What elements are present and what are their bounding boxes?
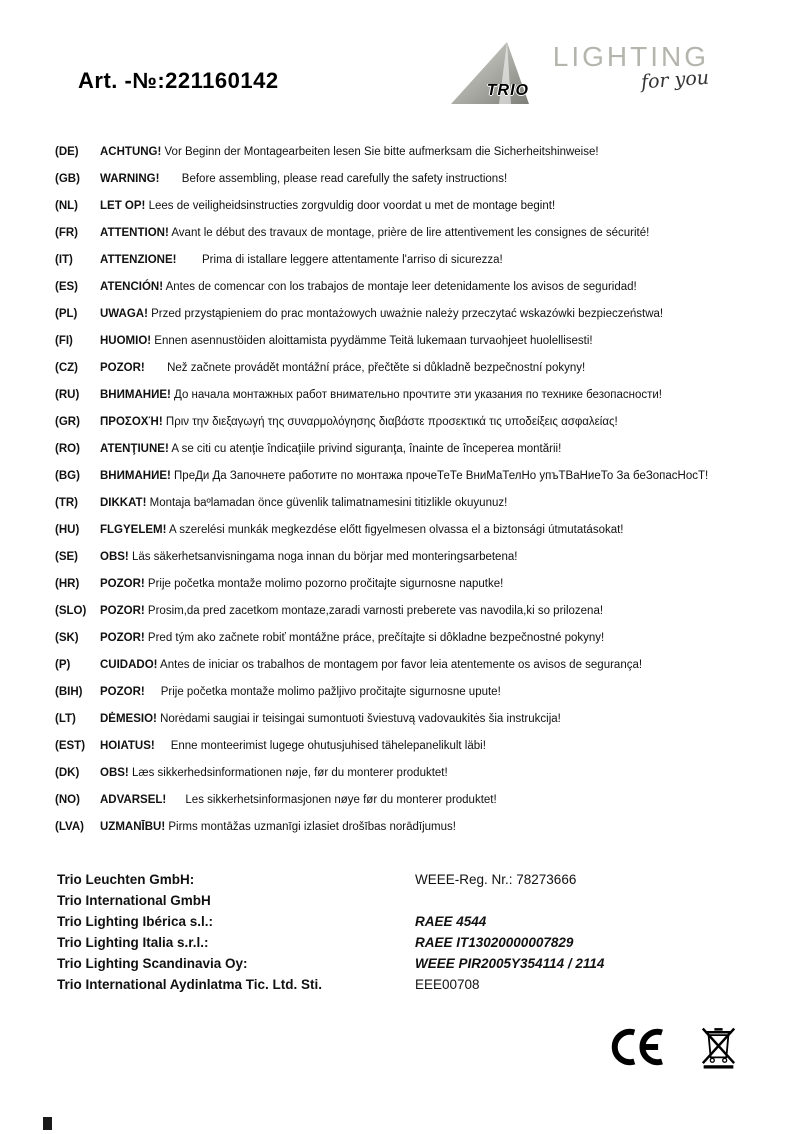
warning-keyword: HUOMIO! [100,335,152,347]
warning-row [55,281,747,294]
warning-keyword: LET OP! [100,200,146,212]
warning-keyword: CUIDADO! [100,659,158,671]
warning-row [55,335,747,348]
language-code: (NL) [55,200,78,212]
warning-row [55,389,747,402]
language-code: (PL) [55,308,78,320]
warning-row [55,605,747,618]
warning-row [55,173,747,186]
warning-row [55,254,747,267]
warning-row [55,200,747,213]
warning-keyword: HOIATUS! [100,740,155,752]
company-row [57,932,747,953]
warning-row [55,794,747,807]
company-registration: WEEE-Reg. Nr.: 78273666 [415,872,577,887]
warning-text-line [100,605,747,618]
warning-row [55,713,747,726]
warning-keyword: ΠΡΟΣΟΧΉ! [100,416,163,428]
warning-keyword: OBS! [100,551,129,563]
language-code: (FI) [55,335,73,347]
company-name: Trio International Aydinlatma Tic. Ltd. Sti. [57,977,323,992]
warning-row [55,578,747,591]
warning-text-line [100,362,747,375]
warning-keyword: ATENCIÓN! [100,281,164,293]
warning-text-line [100,227,747,240]
warning-text: Pred tým ako začnete robiť montážne práce, prečítajte si dôkladne bezpečnostné pokyny! [144,632,605,644]
warning-text: Prije početka montaže molimo pozorno pročitajte sigurnosne naputke! [144,578,504,590]
warning-keyword: UWAGA! [100,308,148,320]
language-code: (NO) [55,794,80,806]
language-code: (CZ) [55,362,78,374]
company-registration: EEE00708 [415,977,480,992]
company-name: Trio Leuchten GmbH: [57,872,195,887]
warnings-list [55,146,747,834]
warning-row [55,308,747,321]
warning-row [55,686,747,699]
warning-text-line [100,524,747,537]
warning-text-line [100,767,747,780]
warning-text-line [100,794,747,807]
warning-keyword: ATENŢIUNE! [100,443,169,455]
warning-text-line [100,713,747,726]
warning-text: Lees de veiligheidsinstructies zorgvuldig door voordat u met de montage begint! [145,200,556,212]
warning-text: Enne monteerimist lugege ohutusjuhised tähelepanelikult läbi! [154,740,486,752]
warning-keyword: DIKKAT! [100,497,147,509]
page-header [55,40,747,110]
warning-keyword: ВНИМАНИЕ! [100,389,171,401]
weee-bin-icon [702,1026,735,1069]
warning-row [55,443,747,456]
warning-keyword: ACHTUNG! [100,146,162,158]
warning-text-line [100,821,747,834]
warning-text-line [100,470,747,483]
company-row [57,890,747,911]
company-row [57,974,747,995]
warning-text-line [100,308,747,321]
warning-text-line [100,740,747,753]
language-code: (BIH) [55,686,83,698]
warning-text: Prosim,da pred zacetkom montaze,zaradi varnosti preberete vas navodila,ki so prilozena! [144,605,604,617]
warning-keyword: FLGYELEM! [100,524,167,536]
warning-text: Vor Beginn der Montagearbeiten lesen Sie bitte aufmerksam die Sicherheitshinweise! [161,146,599,158]
company-registration: WEEE PIR2005Y354114 / 2114 [415,956,605,971]
company-registration: RAEE IT13020000007829 [415,935,574,950]
warning-row [55,146,747,159]
company-registrations [57,869,747,995]
warning-text: Prije početka montaže molimo pažljivo pročitajte sigurnosne upute! [144,686,501,698]
article-number: Art. -№:221160142 [78,68,279,93]
warning-text: Ennen asennustöiden aloittamista pyydämme Teitä lukemaan turvaohjeet huolellisesti! [151,335,593,347]
warning-text-line [100,443,747,456]
warning-row [55,551,747,564]
logo-triangle-icon [451,42,547,106]
logo-lighting-text: LIGHTING [552,41,709,72]
warning-keyword: DĖMESIO! [100,713,157,725]
language-code: (SLO) [55,605,87,617]
language-code: (DE) [55,146,79,158]
trio-lighting-logo [451,42,709,106]
warning-text: Antes de iniciar os trabalhos de montagem por favor leia atentemente os avisos de segurança! [157,659,643,671]
warning-text: A se citi cu atenţie îndicaţiile privind siguranţa, înainte de începerea montării! [168,443,562,455]
warning-keyword: UZMANĪBU! [100,821,166,833]
warning-keyword: ADVARSEL! [100,794,167,806]
warning-text: Before assembling, please read carefully the safety instructions! [159,173,508,185]
logo-tagline-text: for you [640,66,710,94]
language-code: (FR) [55,227,78,239]
language-code: (HR) [55,578,80,590]
company-name: Trio Lighting Italia s.r.l.: [57,935,209,950]
warning-text: Než začnete provádět montážní práce, přečtěte si důkladně bezpečnostní pokyny! [144,362,586,374]
warning-text-line [100,173,747,186]
warning-keyword: POZOR! [100,605,145,617]
warning-text: Przed przystąpieniem do prac montażowych uważnie należy przeczytać wskazówki bezpieczeństwa! [147,308,664,320]
warning-text-line [100,389,747,402]
warning-text: Pirms montāžas uzmanīgi izlasiet drošības norādījumus! [165,821,456,833]
language-code: (SE) [55,551,78,563]
logo-trio-text: TRIO [486,82,529,99]
warning-text-line [100,281,747,294]
language-code: (TR) [55,497,78,509]
language-code: (GB) [55,173,80,185]
warning-keyword: OBS! [100,767,129,779]
warning-text: До начала монтажных работ внимательно прочтите эти указания по технике безопасности! [170,389,662,401]
warning-text: Læs sikkerhedsinformationen nøje, før du monterer produktet! [128,767,448,779]
warning-text: Prima di istallare leggere attentamente l'arriso di sicurezza! [176,254,503,266]
warning-text: Montaja baºlamadan önce güvenlik talimatnamesini titizlikle okuyunuz! [146,497,508,509]
warning-text-line [100,254,747,267]
language-code: (P) [55,659,71,671]
language-code: (RO) [55,443,80,455]
warning-text: Avant le début des travaux de montage, prière de lire attentivement les consignes de sécurité! [168,227,650,239]
language-code: (LVA) [55,821,84,833]
warning-row [55,470,747,483]
ce-mark-icon [604,1025,666,1069]
warning-keyword: ATTENTION! [100,227,169,239]
compliance-marks [55,1025,747,1069]
warning-keyword: POZOR! [100,578,145,590]
warning-text: A szerelési munkák megkezdése előtt figyelmesen olvassa el a biztonsági útmutatásokat! [166,524,624,536]
warning-text-line [100,335,747,348]
warning-text-line [100,578,747,591]
warning-row [55,524,747,537]
company-name: Trio Lighting Scandinavia Oy: [57,956,248,971]
warning-keyword: POZOR! [100,686,145,698]
warning-keyword: POZOR! [100,632,145,644]
warning-text: Antes de comencar con los trabajos de montaje leer detenidamente los avisos de seguridad! [163,281,637,293]
warning-row [55,362,747,375]
language-code: (BG) [55,470,80,482]
warning-text-line [100,146,747,159]
company-registration: RAEE 4544 [415,914,487,929]
warning-text-line [100,659,747,672]
language-code: (IT) [55,254,73,266]
warning-keyword: WARNING! [100,173,160,185]
warning-text: Norėdami saugiai ir teisingai sumontuoti šviestuvą vadovaukitės šia instrukcija! [156,713,561,725]
print-registration-mark [43,1117,52,1130]
warning-row [55,227,747,240]
language-code: (GR) [55,416,80,428]
warning-text-line [100,416,747,429]
warning-text-line [100,632,747,645]
warning-keyword: ВНИМАНИЕ! [100,470,171,482]
language-code: (RU) [55,389,80,401]
warning-row [55,659,747,672]
warning-row [55,821,747,834]
warning-text-line [100,551,747,564]
warning-row [55,416,747,429]
warning-row [55,497,747,510]
logo-wordmark [552,41,710,94]
warning-keyword: POZOR! [100,362,145,374]
language-code: (DK) [55,767,80,779]
warning-text: ПреДи Да Започнете работите по монтажа прочеТеТе ВниМаТелНо упъТВаНиеТо За беЗопасНосТ! [170,470,709,482]
warning-text: Les sikkerhetsinformasjonen nøye før du monterer produktet! [166,794,497,806]
warning-row [55,767,747,780]
language-code: (EST) [55,740,86,752]
language-code: (SK) [55,632,79,644]
warning-text-line [100,497,747,510]
company-name: Trio Lighting Ibérica s.l.: [57,914,214,929]
company-row [57,953,747,974]
warning-text: Läs säkerhetsanvisningama noga innan du börjar med monteringsarbetena! [128,551,518,563]
language-code: (LT) [55,713,76,725]
company-name: Trio International GmbH [57,893,211,908]
warning-row [55,632,747,645]
warning-text: Πριν την διεξαγωγή της συναρμολόγησης διαβάστε προσεκτικά τις υποδείξεις ασφαλείας! [162,416,618,428]
company-row [57,911,747,932]
warning-row [55,740,747,753]
warning-text-line [100,686,747,699]
warning-text-line [100,200,747,213]
company-row [57,869,747,890]
language-code: (ES) [55,281,78,293]
language-code: (HU) [55,524,80,536]
warning-keyword: ATTENZIONE! [100,254,177,266]
